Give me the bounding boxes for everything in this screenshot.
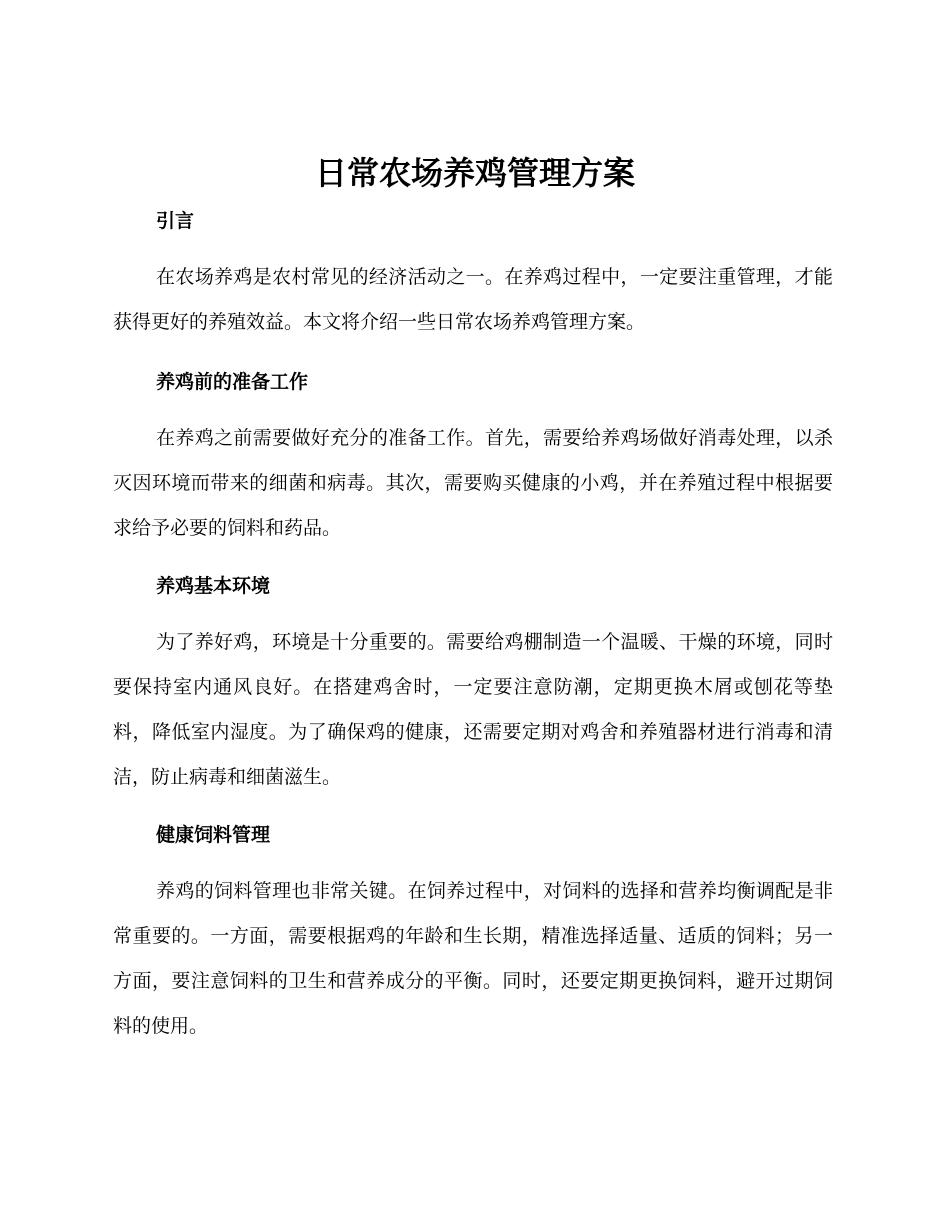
section-introduction (113, 207, 833, 345)
section-paragraph: 在农场养鸡是农村常见的经济活动之一。在养鸡过程中，一定要注重管理，才能获得更好的养殖效益。本文将介绍一些日常农场养鸡管理方案。 (113, 266, 833, 333)
section-paragraph: 养鸡的饲料管理也非常关键。在饲养过程中，对饲料的选择和营养均衡调配是非常重要的。一方面，需要根据鸡的年龄和生长期，精准选择适量、适质的饲料；另一方面，要注意饲料的卫生和营养成分的平衡。同时，还要定期更换饲料，避开过期饲料的使用。 (113, 880, 833, 1037)
section-feed-management (113, 821, 833, 1049)
section-paragraph: 在养鸡之前需要做好充分的准备工作。首先，需要给养鸡场做好消毒处理，以杀灭因环境而带来的细菌和病毒。其次，需要购买健康的小鸡，并在养殖过程中根据要求给予必要的饲料和药品。 (113, 427, 833, 539)
section-environment (113, 572, 833, 800)
section-heading: 健康饲料管理 (156, 824, 271, 846)
section-heading: 养鸡前的准备工作 (156, 371, 309, 393)
document-title: 日常农场养鸡管理方案 (314, 154, 635, 192)
section-heading: 引言 (156, 210, 195, 232)
section-preparation (113, 368, 833, 551)
section-paragraph: 为了养好鸡，环境是十分重要的。需要给鸡棚制造一个温暖、干燥的环境，同时要保持室内通风良好。在搭建鸡舍时，一定要注意防潮，定期更换木屑或刨花等垫料，降低室内湿度。为了确保鸡的健康，还需要定期对鸡舍和养殖器材进行消毒和清洁，防止病毒和细菌滋生。 (113, 631, 833, 788)
section-heading: 养鸡基本环境 (156, 575, 271, 597)
